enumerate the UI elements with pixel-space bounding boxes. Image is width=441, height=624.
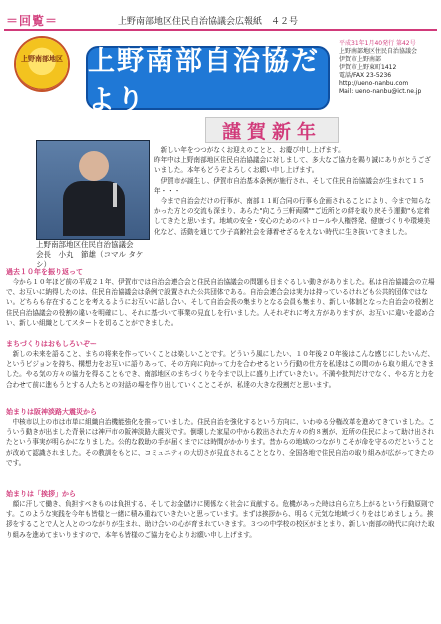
org-line-2: 伊賀市上野南部 (339, 56, 382, 63)
person-head (79, 151, 109, 181)
header-divider (4, 29, 437, 31)
caption-org: 上野南部地区住民自治協議会 (36, 240, 134, 249)
section4-text: 顔に汗して働き、負担すべきものは負担する、そしてお金儲けに関係なく社会に貢献する。危機があった時は自ら立ち上がるという行動原則です。このような実践を今年も皆様と一緒に積み重ねていきたいと思っています。まずは挨拶から、明るく元気な地域づくりをはじめましょう。挨拶をすることで人と人とのつながりが生まれ、助け合いの心が育まれていきます。３つの中学校の校区がまとまり、新しい南部の時代に向けた取り組みを進めてまいりますので、本年も皆様のご協力を心よりお願い申し上げます。 (6, 500, 435, 539)
phone-line: 電話/FAX 23-5236 (339, 72, 392, 79)
newsletter-title: 上野南部自治協だより (86, 46, 330, 110)
section3-text: 中核市以上の市は市単に組織自治機能強化を推っていました。住民自治を強化するという方向に、いわゆる分権改革を進めてきていました。こういう動きが出ました背景には神戸市の阪神淡路大震災です。倒壊した家屋の中から救出された方々の約８割が、近所の住民によって助け出されたという事実が明らかになりました。公的な救助の手が届くまでには時間がかかります。昔からの地域のつながりこそが命を守るのだということが改めて認識されました。その教訓をもとに、コミュニティの大切さが見直されることとなり、全国各地で住民自治の取り組みが広がってきたのです。 (6, 418, 435, 467)
section3-heading: 始まりは阪神淡路大震災から (6, 408, 97, 416)
org-line: 上野南部地区住民自治協議会 (339, 48, 418, 55)
section2-text: 新しの未来を語ること、まちの将来を作っていくことは楽しいことです。どういう風にしたい、１０年後２０年後はこんな感じにしたいんだ、というビジョンを持ち、構想力をお互いに語りあって、その方向に向かって力を合わせるという行動の仕方を私達はこの間のから取り組んできました。やる気の方々の協力を得ることもでき、南部地区のまちづくりを今まで以上に盛り上げていきたい。不満や批判だけでなく、やる方と力を合わせて前に進もうとする人たちとの対話の場を作り出していくことこそが、私達の大きな役割だと思います。 (6, 350, 435, 389)
intro-p3: 伊賀市が誕生し、伊賀市自治基本条例が施行され、そして住民自治協議会が生まれて１５年・・・ (154, 176, 425, 195)
issue-line: 平成31年1月40発行 第42号 (339, 40, 416, 47)
website-line: http://ueno-nanbu.com (339, 80, 409, 87)
email-line: Mail: ueno-nanbu@ict.ne.jp (339, 88, 422, 95)
logo-text: 上野南部地区 (21, 55, 63, 63)
photo-caption (36, 240, 148, 270)
publication-info (339, 40, 435, 96)
intro-p4: 今まで自治会だけの行事が、南部１１町合同の行事も企画されることにより、今まで知らなかった方との交流も深まり、あらた"向こう三軒両隣""ご近所との絆を取り戻そう運動"も定着してきたと思います。地域の安全・安心のためのパトロールや人権啓発、健康づくりや環境美化など、活動を通じて少子高齢社会を薄着せざるをえない時代に生き抜いてきました。 (154, 197, 431, 236)
intro-p2: 昨年中は上野南部地区住民自治協議会に対しまして、多大なご協力を賜り誠にありがとうございました。本年もどうぞよろしくお願い申し上げます。 (154, 156, 431, 175)
intro-text (154, 145, 436, 253)
chairman-photo (36, 140, 150, 240)
section1-heading: 過去１０年を振り返って (6, 268, 83, 276)
new-year-greeting: 謹賀新年 (205, 117, 339, 143)
intro-p1: 新しい年をつつがなくお迎えのことと、お慶び申し上げます。 (154, 146, 345, 154)
association-logo (16, 38, 68, 90)
kairan-label: ＝回覧＝ (6, 14, 59, 28)
newsletter-subtitle: 上野南部地区住民自治協議会広報紙 ４２号 (118, 17, 299, 27)
section4-heading: 始まりは「挨拶」から (6, 490, 76, 498)
address-line: 伊賀市上野東町1412 (339, 64, 397, 71)
caption-name: 会長 小丸 節雄（コマル タケシ） (36, 250, 144, 269)
microphone (113, 183, 117, 207)
section1-text: 今から１０年ほど前の平成２１年、伊賀市では自治会連合会と住民自治協議会の問題も目まぐるしい動きがありました。私は自治協議会の立場で、お互いに納得したのは、住民自治協議会は条例で設置された公共団体である。自治会連合会は実力は持っているけれども公共的団体ではない。どちらも存在することを考えるようにお互いに話し合い、そして自治会長の集まりとなる会員も集まり、新しい体制となった自治会の役割と住民自治協議会の役割の違いを明確にし、それに基づいて事業の見直しを行いました。人それぞれに考え方がありますが、お互いに違いを認め合い、新しい組織としてスタートを切ることができました。 (6, 278, 435, 327)
section2-heading: まちづくりはおもしろいぞー (6, 340, 97, 348)
